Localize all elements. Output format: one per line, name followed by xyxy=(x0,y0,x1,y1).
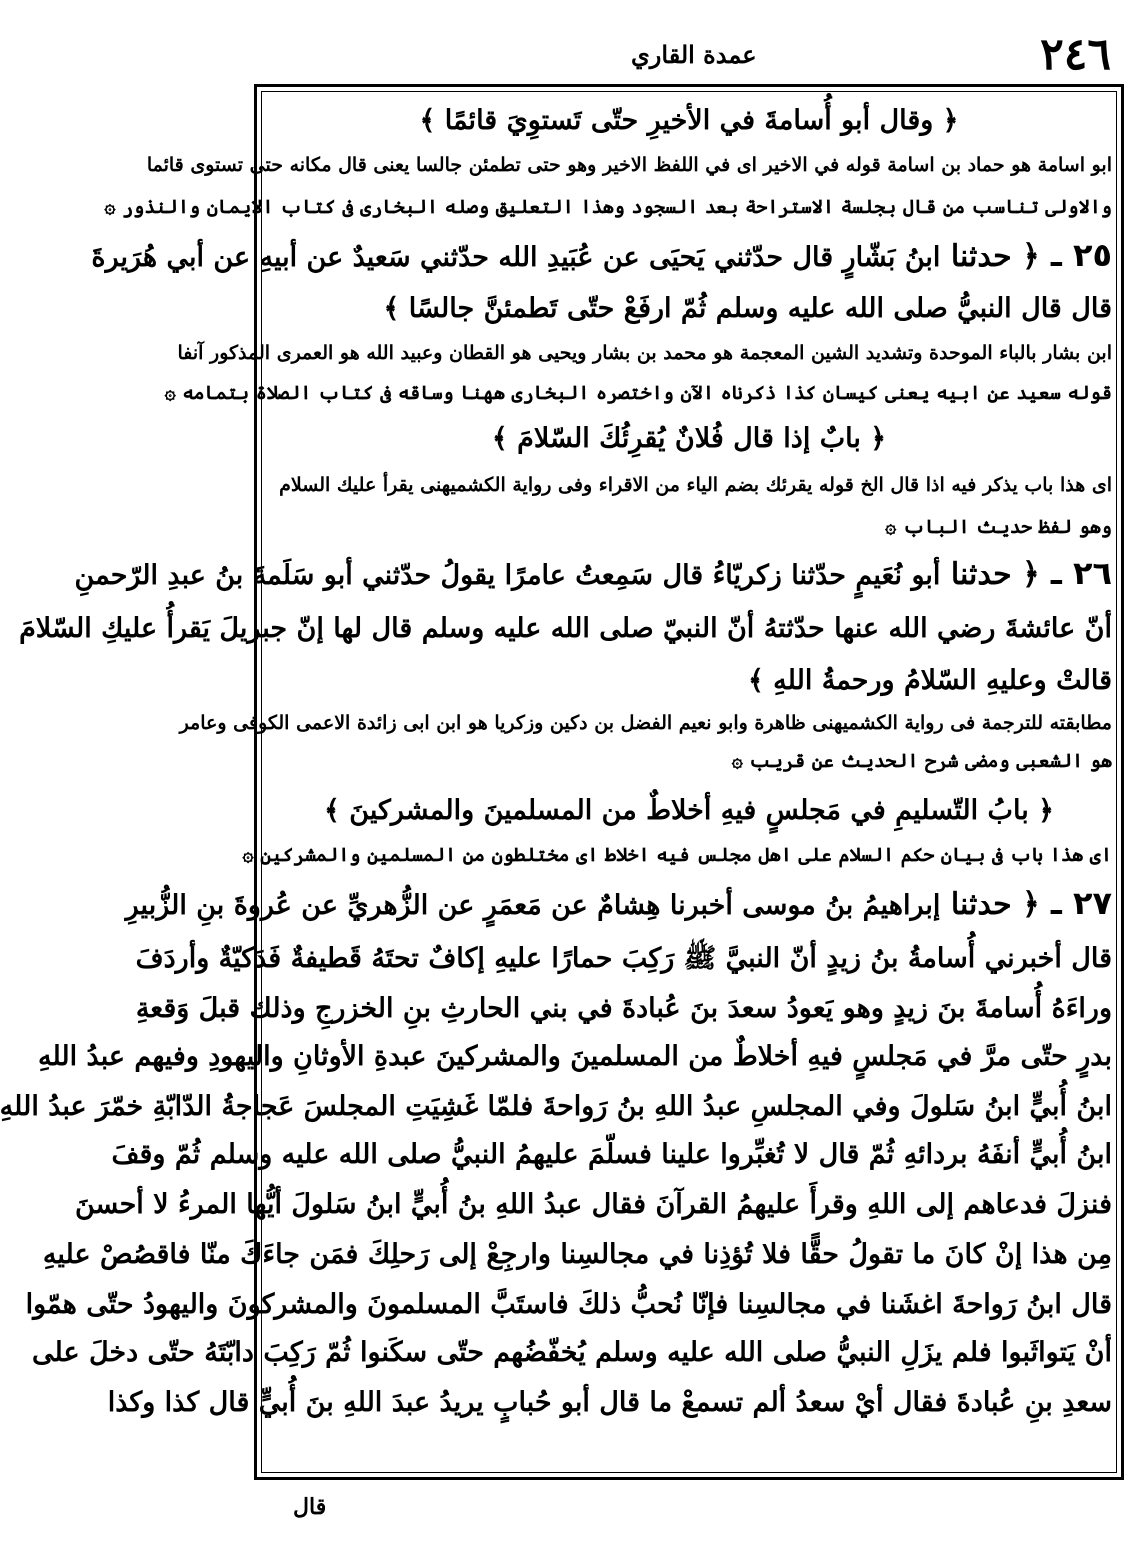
line-text: ابو اسامة هو حماد بن اسامة قوله في الاخير اى في اللفظ الاخير وهو حتى تطمئن جالسا يعنى قال مكانه حتى تستوى قائما xyxy=(146,154,1112,176)
hadith-line xyxy=(266,286,1112,332)
line-text: ابنُ أُبيٍّ ابنُ سَلولَ وفي المجلسِ عبدُ اللهِ بنُ رَواحةَ فلمّا غَشِيَتِ المجلسَ عَجاجةُ الدّابّةِ خمّرَ عبدُ اللهِ xyxy=(0,1091,1112,1122)
hadith-line xyxy=(32,1330,1112,1376)
line-text: إبراهيمُ بنُ موسى أخبرنا هِشامٌ عن مَعمَرٍ عن الزُّهريِّ عن عُروةَ بنِ الزُّبيرِ xyxy=(125,890,941,921)
hadith-number-dash: ـ xyxy=(1039,884,1073,922)
hadith-line xyxy=(25,1282,1112,1328)
commentary-line xyxy=(266,468,1112,502)
line-text: ابنُ بَشّارٍ قال حدّثني يَحيَى عن عُبَيدِ الله حدّثني سَعيدٌ عن أبيهِ عن أبي هُرَيرةَ xyxy=(91,242,941,273)
commentary-line xyxy=(266,510,1112,544)
hadith-line xyxy=(74,550,1112,596)
hadith-line xyxy=(74,1182,1112,1228)
line-text: ﴿ بابُ التّسليمِ في مَجلسٍ فيهِ أخلاطٌ من المسلمينَ والمشركينَ ﴾ xyxy=(324,795,1054,826)
line-text: أنْ يَتواثَبوا فلم يزَلِ النبيُّ صلى الله عليه وسلم يُخفّضُهم حتّى سكَنوا ثُمّ رَكِبَ دابّتَهُ حتّى دخلَ على xyxy=(32,1337,1112,1368)
hadith-line xyxy=(111,1132,1112,1178)
line-text: اى هذا باب يذكر فيه اذا قال الخ قوله يقرئك بضم الياء من الاقراء وفى رواية الكشميهنى يقرأ عليك السلام xyxy=(279,474,1112,496)
line-text: أبو نُعَيمٍ حدّثنا زكريّاءُ قال سَمِعتُ عامرًا يقولُ حدّثني أبو سَلَمةَ بنُ عبدِ الرّحمنِ xyxy=(74,560,941,591)
commentary-line xyxy=(146,148,1112,182)
chapter-heading xyxy=(266,790,1112,832)
line-text: ﴿ وقال أبو أُسامةَ في الأخيرِ حتّى تَستوِيَ قائمًا ﴾ xyxy=(419,105,959,136)
line-text: قال ابنُ رَواحةَ اغشَنا في مجالسِنا فإنّا نُحبُّ ذلكَ فاستَبَّ المسلمونَ والمشركونَ واليهودُ حتّى همّوا xyxy=(25,1289,1112,1320)
hadith-line xyxy=(107,1380,1112,1426)
hadith-number: ٢٥ xyxy=(1072,236,1112,274)
commentary-line xyxy=(242,838,1112,872)
haddathana-label: ﴿ حدثنا xyxy=(940,557,1040,592)
chapter-heading xyxy=(266,418,1112,460)
hadith-line xyxy=(135,936,1112,982)
hadith-line xyxy=(19,606,1112,652)
haddathana-label: ﴿ حدثنا xyxy=(940,239,1040,274)
line-text: مطابقته للترجمة فى رواية الكشميهنى ظاهرة وابو نعيم الفضل بن دكين وزكريا هو ابن ابى زائدة الاعمى الكوفى وعامر xyxy=(179,712,1112,734)
line-text: اى هذا باب فى بيان حكم السلام على اهل مجلس فيه اخلاط اى مختلطون من المسلمين والمشركين ۞ xyxy=(242,844,1112,866)
haddathana-label: ﴿ حدثنا xyxy=(940,887,1040,922)
commentary-line xyxy=(179,706,1112,740)
line-text: قالتْ وعليهِ السّلامُ ورحمةُ اللهِ ﴾ xyxy=(747,665,1112,696)
hadith-number-dash: ـ xyxy=(1039,236,1073,274)
line-text: قال أخبرني أُسامةُ بنُ زيدٍ أنّ النبيَّ ﷺ رَكِبَ حمارًا عليهِ إكافٌ تحتَهُ قَطيفةٌ فَدَكيّةٌ وأردَفَ xyxy=(135,943,1112,974)
hadith-line xyxy=(266,658,1112,704)
hadith-line xyxy=(0,1084,1112,1130)
book-title: عمدة القاري xyxy=(631,40,757,69)
line-text: هو الشعبى ومضى شرح الحديث عن قريب ۞ xyxy=(731,750,1112,772)
line-text: وراءَهُ أُسامةَ بنَ زيدٍ وهو يَعودُ سعدَ بنَ عُبادةَ في بني الحارثِ بنِ الخزرجِ وذلك قبلَ وَقعةِ xyxy=(135,993,1112,1024)
catchword: قال xyxy=(293,1494,327,1520)
line-text: بدرٍ حتّى مرَّ في مَجلسٍ فيهِ أخلاطٌ من المسلمينَ والمشركينَ عبدةِ الأوثانِ واليهودِ وفيهم عبدُ اللهِ xyxy=(38,1041,1112,1072)
line-text: فنزلَ فدعاهم إلى اللهِ وقرأَ عليهمُ القرآنَ فقال عبدُ اللهِ بنُ أُبيٍّ ابنُ سَلولَ أيُّها المرءُ لا أحسنَ xyxy=(74,1189,1112,1220)
hadith-line xyxy=(135,986,1112,1032)
hadith-line xyxy=(125,880,1112,926)
page-content xyxy=(0,90,1112,1474)
hadith-line xyxy=(42,1232,1112,1278)
line-text: والاولى تناسب من قال بجلسة الاستراحة بعد السجود وهذا التعليق وصله البخارى فى كتاب الايمان والنذور ۞ xyxy=(104,196,1112,218)
chapter-heading xyxy=(266,100,1112,142)
line-text: ابن بشار بالباء الموحدة وتشديد الشين المعجمة هو محمد بن بشار ويحيى هو القطان وعبيد الله هو العمرى المذكور آنفا xyxy=(177,342,1112,364)
line-text: قوله سعيد عن ابيه يعنى كيسان كذا ذكرناه الآن واختصره البخارى ههنا وساقه فى كتاب الصلاة بتمامه ۞ xyxy=(164,382,1112,404)
line-text: وهو لفظ حديث الباب ۞ xyxy=(885,516,1112,538)
line-text: سعدِ بنِ عُبادةَ فقال أيْ سعدُ ألم تسمعْ ما قال أبو حُبابٍ يريدُ عبدَ اللهِ بنَ أُبيٍّ قال كذا وكذا xyxy=(107,1387,1112,1418)
line-text: قال قال النبيُّ صلى الله عليه وسلم ثُمّ ارفَعْ حتّى تَطمئنَّ جالسًا ﴾ xyxy=(383,293,1112,324)
page-number: ٢٤٦ xyxy=(1040,29,1111,80)
line-text: ابنُ أُبيٍّ أنفَهُ بردائهِ ثُمّ قال لا تُغبِّروا علينا فسلّمَ عليهمُ النبيُّ صلى الله عليه وسلم ثُمّ وقفَ xyxy=(111,1139,1112,1170)
commentary-line xyxy=(177,336,1112,370)
commentary-line xyxy=(164,376,1112,410)
line-text: ﴿ بابٌ إذا قال فُلانٌ يُقرِئُكَ السّلامَ ﴾ xyxy=(491,423,887,454)
line-text: أنّ عائشةَ رضي الله عنها حدّثتهُ أنّ النبيّ صلى الله عليه وسلم قال لها إنّ جبريلَ يَقرأُ عليكِ السّلامَ xyxy=(19,613,1112,644)
commentary-line xyxy=(104,190,1112,224)
hadith-number: ٢٦ xyxy=(1072,554,1112,592)
page-header xyxy=(261,30,1111,80)
hadith-line xyxy=(38,1034,1112,1080)
commentary-line xyxy=(266,744,1112,778)
hadith-number: ٢٧ xyxy=(1072,884,1112,922)
hadith-line xyxy=(91,232,1112,278)
line-text: مِن هذا إنْ كانَ ما تقولُ حقًّا فلا تُؤذِنا في مجالسِنا وارجِعْ إلى رَحلِكَ فمَن جاءَكَ منّا فاقصُصْ عليهِ xyxy=(42,1239,1112,1270)
hadith-number-dash: ـ xyxy=(1039,554,1073,592)
